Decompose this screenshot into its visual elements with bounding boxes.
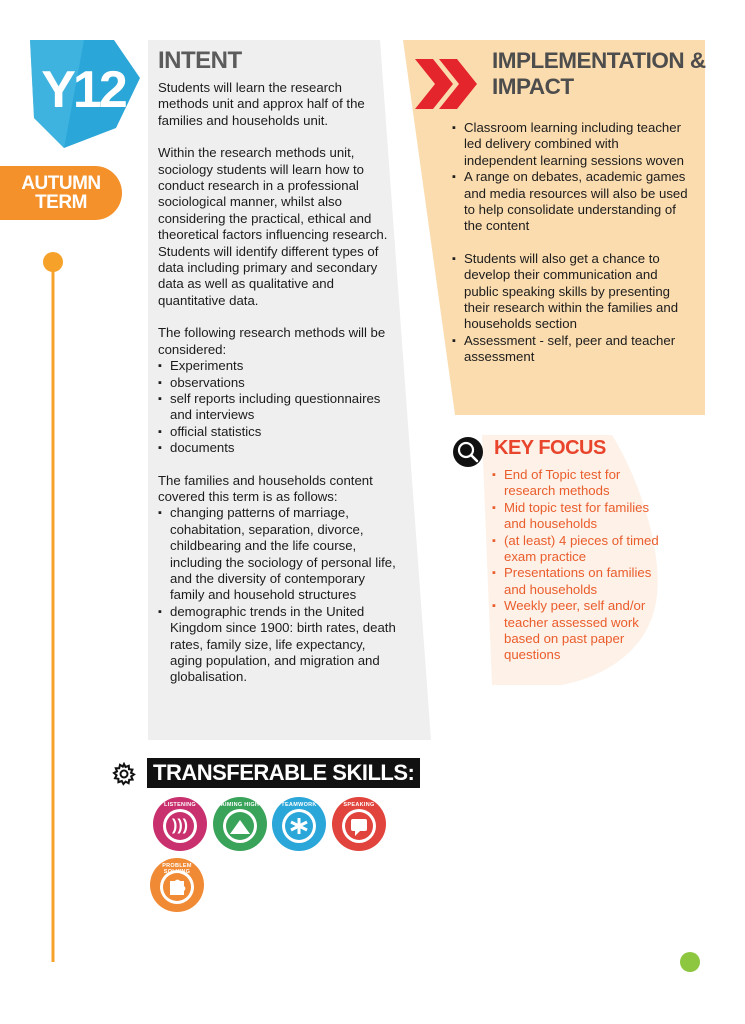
skill-label: AIMING HIGH — [220, 802, 260, 808]
list-item: ▪ (at least) 4 pieces of timed exam practice — [492, 533, 667, 566]
skill-label: LISTENING — [163, 802, 197, 808]
intent-paragraph: Students will identify different types of data including primary and secondary data as well as qualitative and quantitative data. — [158, 243, 379, 308]
term-line-1: AUTUMN — [21, 173, 101, 194]
list-item: ▪ Assessment - self, peer and teacher assessment — [452, 333, 692, 366]
methods-list — [158, 358, 396, 456]
list-item: ▪ observations — [158, 375, 396, 391]
skill-problem-solving-badge — [149, 857, 205, 913]
double-chevron-icon — [411, 55, 481, 113]
content-list — [158, 505, 396, 685]
list-item: ▪ Classroom learning including teacher led delivery combined with independent learning sessions woven — [452, 120, 692, 169]
intent-title: INTENT — [158, 47, 242, 74]
timeline-end-dot — [680, 952, 700, 972]
list-item: ▪ demographic trends in the United Kingdom since 1900: birth rates, death rates, family size, life expectancy, aging population, and migration and globalisation. — [158, 604, 396, 686]
timeline-start-dot — [43, 252, 63, 272]
list-item: ▪ documents — [158, 440, 396, 456]
skill-aiming-high-badge — [212, 796, 268, 852]
intent-paragraph: Students will learn the research methods unit and approx half of the families and households unit. — [158, 80, 365, 128]
skill-label: TEAMWORK — [281, 802, 317, 808]
intent-paragraph: The following research methods will be considered: — [158, 325, 386, 357]
implementation-list — [452, 251, 692, 366]
sound-waves-icon: ))) — [172, 817, 188, 834]
intent-body — [158, 80, 396, 686]
list-item: ▪ Experiments — [158, 358, 396, 374]
list-item: ▪ Weekly peer, self and/or teacher assessed work based on past paper questions — [492, 598, 667, 664]
key-focus-list — [492, 467, 667, 664]
transferable-skills-title: TRANSFERABLE SKILLS: — [147, 758, 420, 788]
implementation-title: IMPLEMENTATION & IMPACT — [492, 48, 706, 99]
intent-paragraph: The families and households content covered this term is as follows: — [158, 472, 373, 504]
key-focus-title: KEY FOCUS — [494, 437, 606, 459]
key-focus-body — [492, 467, 667, 664]
list-item: ▪ Presentations on families and households — [492, 565, 667, 598]
implementation-body — [452, 120, 692, 366]
list-item: ▪ changing patterns of marriage, cohabitation, separation, divorce, childbearing and the life course, including the sociology of personal life, and the diversity of contemporary family and household structures — [158, 505, 396, 603]
list-item: ▪ Students will also get a chance to develop their communication and public speaking skills by presenting their research within the families and households section — [452, 251, 692, 333]
list-item: ▪ End of Topic test for research methods — [492, 467, 667, 500]
year-badge — [24, 38, 142, 150]
skill-teamwork-badge — [271, 796, 327, 852]
skill-label: PROBLEM SOLVING — [162, 863, 192, 875]
term-line-2: TERM — [35, 192, 87, 213]
year-label: Y12 — [41, 61, 125, 119]
skill-speaking-badge — [331, 796, 387, 852]
gear-icon — [112, 762, 136, 786]
list-item: ▪ Mid topic test for families and households — [492, 500, 667, 533]
implementation-list — [452, 120, 692, 235]
skill-label: SPEAKING — [343, 802, 375, 808]
search-icon — [453, 437, 483, 467]
skill-listening-badge — [152, 796, 208, 852]
list-item: ▪ A range on debates, academic games and media resources will also be used to help consolidate understanding of the content — [452, 169, 692, 235]
list-item: ▪ self reports including questionnaires and interviews — [158, 391, 396, 424]
term-tag — [0, 166, 122, 220]
intent-paragraph: Within the research methods unit, sociology students will learn how to conduct research in a professional sociological manner, whilst also considering the practical, ethical and theoretical factors influencing research. — [158, 145, 388, 243]
list-item: ▪ official statistics — [158, 424, 396, 440]
